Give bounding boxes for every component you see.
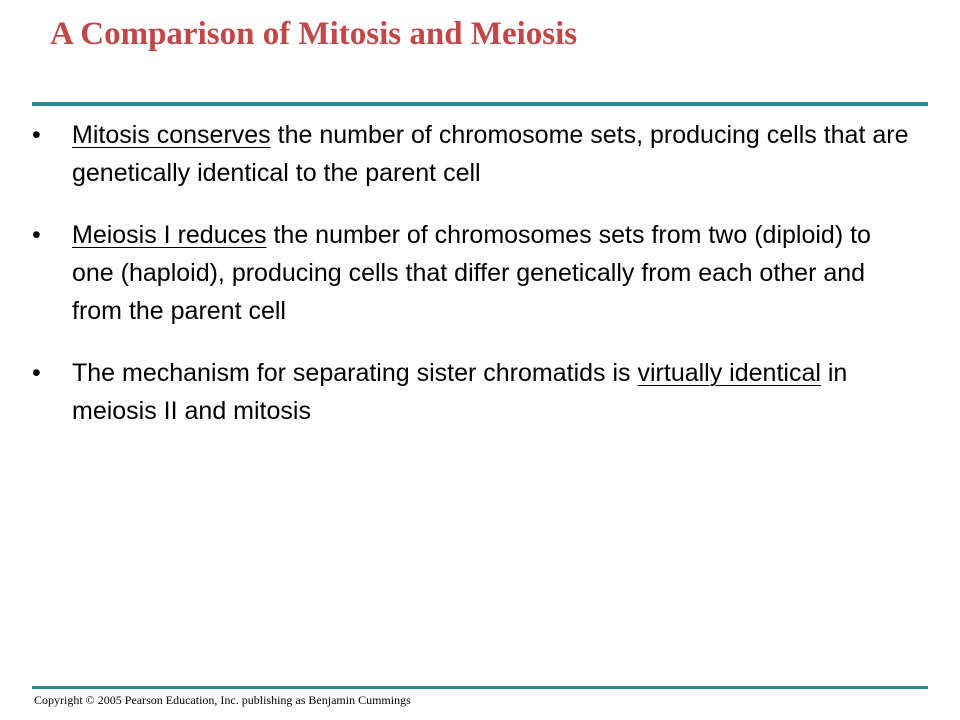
bullet-text: [72, 221, 871, 325]
bullet-item: [32, 216, 912, 330]
bullet-marker: •: [32, 221, 41, 249]
bullet-list: [32, 116, 912, 430]
bullet-segment-underlined: Meiosis I reduces: [72, 221, 267, 249]
bullet-segment-underlined: Mitosis conserves: [72, 121, 271, 149]
slide-title: A Comparison of Mitosis and Meiosis: [50, 16, 578, 52]
bullet-segment: the number of chromosomes sets from two (diploid) to one (haploid), producing cells that differ genetically from each other and from the parent cell: [72, 221, 871, 325]
footer-divider: [32, 686, 928, 689]
title-divider: [32, 102, 928, 106]
bullet-segment: in meiosis II and mitosis: [72, 359, 848, 425]
bullet-segment-underlined: virtually identical: [637, 359, 821, 387]
bullet-text: [72, 359, 847, 425]
bullet-text: [72, 121, 909, 187]
bullet-marker: •: [32, 121, 41, 149]
bullet-segment: The mechanism for separating sister chromatids is: [72, 359, 638, 387]
bullet-segment: the number of chromosome sets, producing cells that are genetically identical to the parent cell: [72, 121, 909, 187]
bullet-marker: •: [32, 359, 41, 387]
bullet-item: [32, 116, 912, 192]
bullet-item: [32, 354, 912, 430]
copyright-footer: Copyright © 2005 Pearson Education, Inc. publishing as Benjamin Cummings: [34, 693, 411, 707]
